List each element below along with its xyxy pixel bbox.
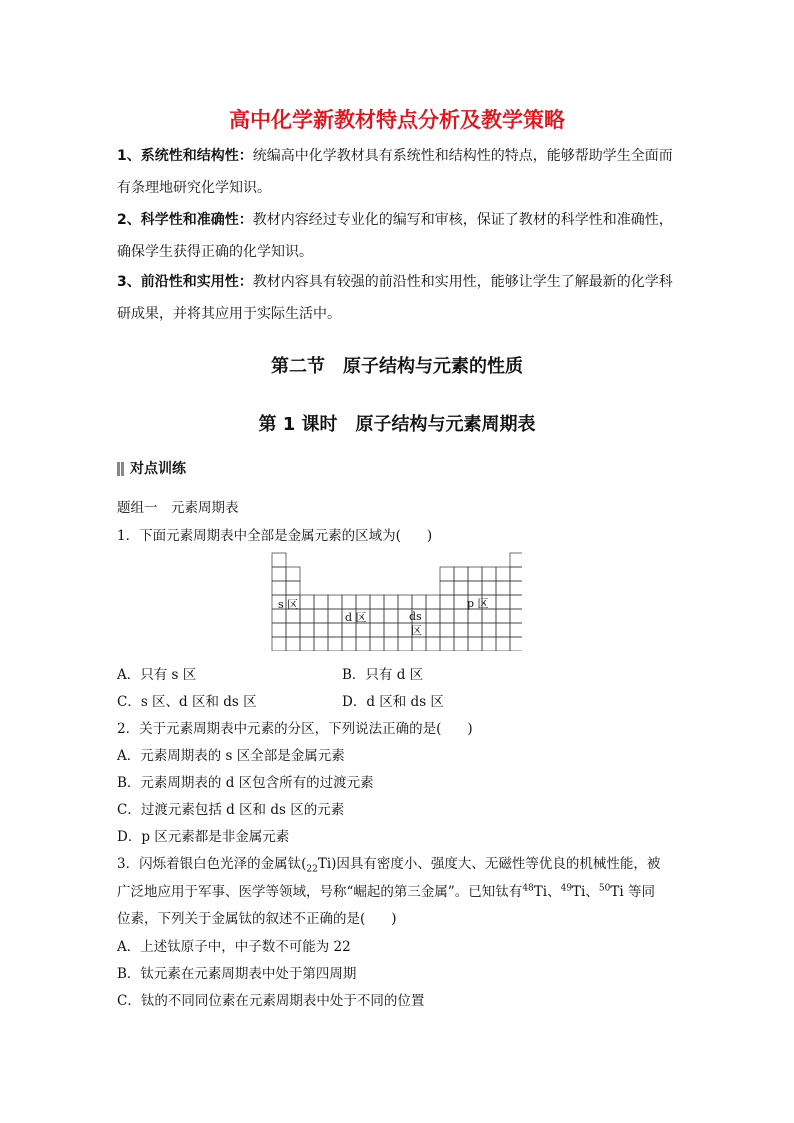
point-2-label: 2、科学性和准确性： [117, 212, 253, 228]
point-2 [117, 204, 682, 268]
table-cell [454, 581, 468, 595]
question-1 [117, 524, 432, 544]
table-cell [510, 553, 522, 567]
table-cell [510, 567, 522, 581]
table-cell [426, 637, 440, 651]
table-cell [314, 609, 328, 623]
table-cell [510, 595, 522, 609]
table-cell [510, 637, 522, 651]
q3-option-a: A．上述钛原子中，中子数不可能为 22 [117, 939, 351, 955]
q2-option-b: B．元素周期表的 d 区包含所有的过渡元素 [117, 775, 374, 791]
table-cell [496, 609, 510, 623]
d-block-label: d 区 [345, 611, 367, 624]
table-cell [426, 595, 440, 609]
practice-heading: 对点训练 [130, 461, 186, 477]
question-3-text-a: 3．闪烁着银白色光泽的金属钛( [117, 856, 307, 872]
question-2-paren-close: ) [467, 721, 473, 737]
s-block-label: s 区 [278, 598, 299, 611]
question-3-line-1 [117, 852, 660, 875]
point-1-text: 统编高中化学教材具有系统性和结构性的特点，能够帮助学生全面而 [252, 148, 673, 164]
table-cell [286, 581, 300, 595]
group-title: 题组一 元素周期表 [117, 500, 239, 516]
table-cell [370, 595, 384, 609]
table-cell [468, 609, 482, 623]
table-cell [398, 637, 412, 651]
table-cell [398, 595, 412, 609]
ti-48: Ti、 [533, 884, 561, 900]
table-cell [510, 581, 522, 595]
atomic-number-sub: 22 [306, 864, 318, 875]
table-cell [412, 637, 426, 651]
table-cell [510, 609, 522, 623]
table-cell [356, 595, 370, 609]
table-cell [272, 609, 286, 623]
table-cell [384, 609, 398, 623]
table-cell [454, 595, 468, 609]
table-cell [314, 623, 328, 637]
document-title: 高中化学新教材特点分析及教学策略 [229, 108, 565, 132]
table-cell [370, 623, 384, 637]
table-cell [328, 637, 342, 651]
table-cell [496, 595, 510, 609]
q2-option-d: D．p 区元素都是非金属元素 [117, 829, 290, 845]
table-cell [496, 623, 510, 637]
table-cell [384, 595, 398, 609]
lesson-title: 第 1 课时 原子结构与元素周期表 [258, 414, 536, 435]
table-cell [454, 623, 468, 637]
table-cell [356, 623, 370, 637]
table-cell [510, 623, 522, 637]
table-cell [342, 637, 356, 651]
q2-option-a: A．元素周期表的 s 区全部是金属元素 [117, 748, 345, 764]
table-cell [440, 567, 454, 581]
q3-option-b: B．钛元素在元素周期表中处于第四周期 [117, 966, 357, 982]
point-1-text-cont: 有条理地研究化学知识。 [117, 180, 271, 196]
point-1-label: 1、系统性和结构性： [117, 148, 253, 164]
table-cell [468, 623, 482, 637]
mass-number-50: 50 [598, 883, 611, 894]
table-cell [454, 637, 468, 651]
question-3-line-3 [117, 907, 397, 927]
section-marker-icon [117, 462, 124, 476]
question-3-text-d: 位素，下列关于金属钛的叙述不正确的是( [117, 911, 366, 927]
ds-block-label-2: 区 [411, 624, 422, 637]
question-3-line-2 [117, 880, 655, 900]
table-cell [286, 623, 300, 637]
question-3-paren-close: ) [391, 911, 397, 927]
point-3-text: 教材内容具有较强的前沿性和实用性，能够让学生了解最新的化学科 [252, 274, 673, 290]
q1-option-a: A．只有 s 区 [117, 667, 197, 683]
table-cell [384, 637, 398, 651]
table-cell [426, 623, 440, 637]
table-cell [412, 595, 426, 609]
table-cell [286, 637, 300, 651]
table-cell [370, 637, 384, 651]
section-title: 第二节 原子结构与元素的性质 [271, 356, 523, 377]
table-cell [300, 595, 314, 609]
table-cell [426, 609, 440, 623]
table-cell [496, 567, 510, 581]
table-cell [300, 623, 314, 637]
table-cell [398, 623, 412, 637]
table-cell [272, 581, 286, 595]
point-3 [117, 266, 682, 330]
table-cell [300, 637, 314, 651]
table-cell [328, 609, 342, 623]
q1-option-c: C．s 区、d 区和 ds 区 [117, 694, 257, 710]
table-cell [468, 581, 482, 595]
ds-block-label: ds [409, 610, 422, 623]
point-3-text-cont: 研成果，并将其应用于实际生活中。 [117, 306, 341, 322]
table-cell [286, 567, 300, 581]
question-3-text-b: Ti)因具有密度小、强度大、无磁性等优良的机械性能，被 [317, 856, 661, 872]
table-cell [300, 609, 314, 623]
q1-option-b: B．只有 d 区 [342, 667, 424, 683]
table-cell [328, 595, 342, 609]
table-cell [482, 567, 496, 581]
table-cell [468, 567, 482, 581]
table-cell [328, 623, 342, 637]
question-1-paren-close: ) [426, 528, 433, 544]
table-cell [314, 595, 328, 609]
table-cell [440, 637, 454, 651]
mass-number-48: 48 [522, 883, 534, 894]
question-1-stem: 1．下面元素周期表中全部是金属元素的区域为( [117, 528, 401, 544]
q2-option-c: C．过渡元素包括 d 区和 ds 区的元素 [117, 802, 345, 818]
table-cell [454, 567, 468, 581]
table-cell [370, 609, 384, 623]
table-cell [482, 623, 496, 637]
table-cell [314, 637, 328, 651]
question-3-text-c: 广泛地应用于军事、医学等领域，号称“崛起的第三金属”。已知钛有 [117, 884, 523, 900]
point-1 [117, 140, 682, 204]
point-2-text: 教材内容经过专业化的编写和审核，保证了教材的科学性和准确性， [252, 212, 673, 228]
table-cell [440, 595, 454, 609]
table-cell [440, 623, 454, 637]
table-cell [482, 609, 496, 623]
table-cell [440, 609, 454, 623]
table-cell [384, 623, 398, 637]
table-cell [272, 567, 286, 581]
table-cell [454, 609, 468, 623]
table-cell [356, 637, 370, 651]
table-cell [286, 609, 300, 623]
ti-50: Ti 等同 [610, 884, 655, 900]
table-cell [272, 623, 286, 637]
table-cell [272, 553, 286, 567]
table-cell [342, 595, 356, 609]
point-3-label: 3、前沿性和实用性： [117, 274, 253, 290]
table-cell [272, 637, 286, 651]
table-cell [496, 637, 510, 651]
table-cell [440, 581, 454, 595]
mass-number-49: 49 [560, 883, 573, 894]
table-cell [482, 637, 496, 651]
periodic-table-diagram [270, 551, 522, 651]
table-cell [342, 623, 356, 637]
table-cell [468, 637, 482, 651]
question-2 [117, 717, 473, 737]
question-2-stem: 2．关于元素周期表中元素的分区，下列说法正确的是( [117, 721, 442, 737]
table-cell [482, 581, 496, 595]
q3-option-c: C．钛的不同同位素在元素周期表中处于不同的位置 [117, 993, 425, 1009]
point-2-text-cont: 确保学生获得正确的化学知识。 [117, 244, 313, 260]
p-block-label: p 区 [467, 597, 489, 610]
q1-option-d: D．d 区和 ds 区 [342, 694, 444, 710]
table-cell [496, 581, 510, 595]
ti-49: Ti、 [572, 884, 599, 900]
